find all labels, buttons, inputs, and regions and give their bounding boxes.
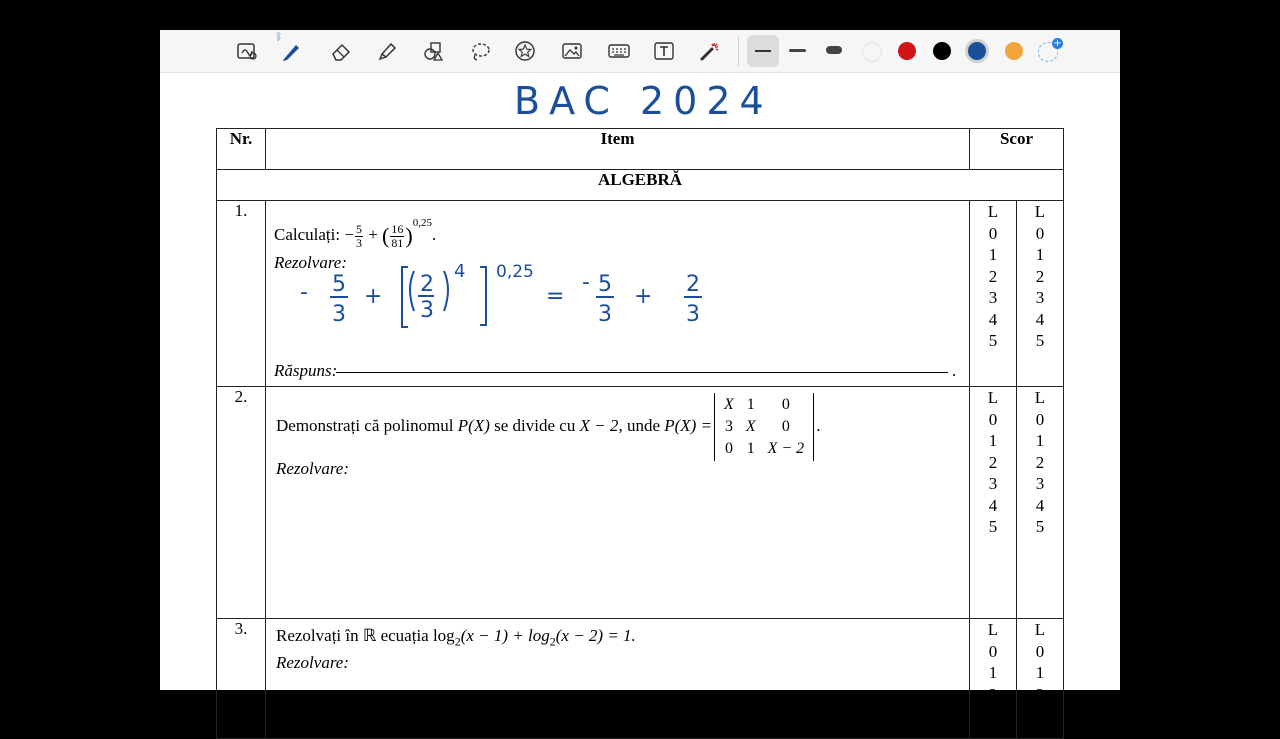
hw-plus-2: + bbox=[634, 284, 653, 309]
answer-line[interactable] bbox=[336, 372, 948, 373]
item-number: 1. bbox=[217, 201, 266, 387]
score-value[interactable]: 4 bbox=[1035, 495, 1045, 515]
matrix-cell: 1 bbox=[746, 440, 755, 457]
matrix-cell: 0 bbox=[724, 440, 733, 457]
right-paren: ) bbox=[405, 223, 413, 249]
handwritten-title-text: BAC 2024 bbox=[514, 79, 773, 123]
score-column-2 bbox=[1017, 201, 1064, 387]
rezolvare-label: Rezolvare: bbox=[276, 459, 350, 478]
frac-den: 81 bbox=[391, 235, 404, 250]
rezolvare-label: Rezolvare: bbox=[274, 253, 348, 272]
plus-icon: + bbox=[1053, 38, 1062, 49]
math-arg-2: (x − 2) = 1. bbox=[555, 626, 636, 645]
handwritten-title bbox=[510, 74, 780, 124]
hw-den: 3 bbox=[332, 302, 346, 327]
score-value[interactable]: 3 bbox=[1035, 288, 1045, 307]
score-value[interactable]: 1 bbox=[1035, 431, 1045, 450]
hw-minus-2: - bbox=[582, 270, 590, 295]
score-value[interactable]: L bbox=[1034, 388, 1046, 407]
score-value[interactable]: L bbox=[987, 388, 999, 407]
lasso-select-icon[interactable] bbox=[467, 38, 493, 64]
score-value[interactable]: L bbox=[987, 620, 999, 639]
matrix-cell: X bbox=[745, 418, 756, 435]
color-black-swatch[interactable] bbox=[933, 42, 951, 60]
task-text bbox=[276, 626, 636, 649]
exam-table bbox=[216, 128, 1064, 739]
task-end: . bbox=[431, 225, 437, 244]
matrix-cell: 0 bbox=[781, 418, 790, 435]
matrix-cell: 3 bbox=[724, 418, 733, 435]
task-prefix: Rezolvați în ℝ ecuația log bbox=[276, 626, 455, 645]
hw-num: 5 bbox=[332, 272, 346, 297]
eraser-icon[interactable] bbox=[328, 38, 354, 64]
score-value[interactable]: 0 bbox=[988, 409, 998, 429]
notes-page bbox=[160, 30, 1120, 704]
hw-num-3: 2 bbox=[686, 272, 700, 297]
hw-inner-den: 3 bbox=[420, 298, 434, 323]
score-value[interactable]: 3 bbox=[1035, 474, 1045, 493]
hw-outer-power: 0,25 bbox=[496, 262, 534, 282]
table-row-item-2 bbox=[217, 387, 1064, 619]
matrix-cell: 0 bbox=[781, 396, 790, 413]
highlighter-icon[interactable] bbox=[374, 38, 400, 64]
score-value[interactable]: 5 bbox=[1035, 517, 1045, 536]
score-column-2 bbox=[1017, 387, 1064, 619]
item-cell bbox=[266, 619, 970, 739]
score-value[interactable]: 4 bbox=[988, 309, 998, 329]
score-value[interactable]: L bbox=[987, 202, 999, 221]
score-value[interactable]: 2 bbox=[988, 266, 998, 286]
score-value[interactable]: 3 bbox=[988, 474, 998, 493]
item-cell bbox=[266, 201, 970, 387]
fraction bbox=[390, 223, 404, 250]
score-value[interactable]: 4 bbox=[988, 495, 998, 515]
bluetooth-icon: ᛒ bbox=[276, 32, 282, 43]
score-value[interactable]: 0 bbox=[1035, 223, 1045, 243]
stroke-thin-button[interactable] bbox=[747, 35, 779, 67]
annotation-toolbar bbox=[160, 30, 1120, 73]
fraction bbox=[355, 223, 363, 250]
section-title: ALGEBRĂ bbox=[217, 170, 1064, 201]
task-text bbox=[276, 393, 820, 461]
stroke-medium-button[interactable] bbox=[789, 49, 806, 52]
header-item: Item bbox=[266, 129, 970, 170]
sticker-icon[interactable] bbox=[512, 38, 538, 64]
table-row-item-1 bbox=[217, 201, 1064, 387]
score-value[interactable]: 1 bbox=[988, 663, 998, 682]
score-value[interactable]: 0 bbox=[1035, 409, 1045, 429]
matrix-cell: X bbox=[724, 396, 734, 413]
task-end: . bbox=[816, 415, 821, 435]
task-unde: , unde bbox=[618, 415, 665, 435]
task-mid: se divide cu bbox=[489, 415, 580, 435]
item-cell bbox=[266, 387, 970, 619]
pen-icon[interactable] bbox=[276, 32, 304, 64]
score-value[interactable]: 2 bbox=[1035, 452, 1045, 472]
color-blue-swatch-selected[interactable] bbox=[968, 42, 986, 60]
score-value[interactable]: L bbox=[1034, 202, 1046, 221]
score-value[interactable]: 4 bbox=[1035, 309, 1045, 329]
score-value[interactable]: 2 bbox=[988, 684, 998, 704]
task-prefix: Calculați: − bbox=[274, 225, 354, 244]
matrix-cell: X − 2 bbox=[767, 440, 805, 457]
hw-inner-power: 4 bbox=[454, 261, 466, 282]
toolbar-divider bbox=[738, 36, 739, 66]
raspuns-label: Răspuns: bbox=[274, 361, 338, 380]
score-value[interactable]: 5 bbox=[1035, 331, 1045, 350]
hw-minus: - bbox=[300, 280, 308, 305]
math-arg-1: (x − 1) + log bbox=[460, 626, 550, 645]
frac-num: 5 bbox=[355, 221, 362, 236]
image-icon[interactable] bbox=[559, 38, 585, 64]
score-value[interactable]: 5 bbox=[988, 331, 998, 350]
score-value[interactable]: 0 bbox=[988, 223, 998, 243]
score-value[interactable]: 2 bbox=[988, 452, 998, 472]
score-value[interactable]: 5 bbox=[988, 517, 998, 536]
score-column-1 bbox=[970, 387, 1017, 619]
table-row-item-3 bbox=[217, 619, 1064, 739]
score-value[interactable]: 0 bbox=[988, 641, 998, 661]
hw-den-3: 3 bbox=[686, 302, 700, 327]
score-value[interactable]: 0 bbox=[1035, 641, 1045, 661]
math-p-equals: P(X) = bbox=[664, 415, 713, 435]
hw-num-2: 5 bbox=[598, 272, 612, 297]
header-nr: Nr. bbox=[217, 129, 266, 170]
determinant bbox=[714, 393, 814, 461]
laser-pointer-icon[interactable] bbox=[697, 38, 723, 64]
score-value[interactable]: 3 bbox=[988, 288, 998, 307]
keyboard-icon[interactable] bbox=[606, 38, 632, 64]
score-value[interactable]: 1 bbox=[988, 245, 998, 264]
hw-inner-num: 2 bbox=[420, 272, 434, 297]
item-number: 2. bbox=[217, 387, 266, 619]
table-header-row bbox=[217, 129, 1064, 170]
frac-den: 3 bbox=[355, 235, 362, 250]
task-text bbox=[274, 217, 436, 250]
color-red-swatch[interactable] bbox=[898, 42, 916, 60]
log-base: 2 bbox=[454, 634, 461, 649]
hw-plus: + bbox=[364, 284, 383, 309]
color-orange-swatch[interactable] bbox=[1005, 42, 1023, 60]
shapes-icon[interactable] bbox=[420, 38, 446, 64]
log-base: 2 bbox=[549, 634, 556, 649]
matrix-cell: 1 bbox=[746, 396, 755, 413]
score-value[interactable]: 2 bbox=[1035, 266, 1045, 286]
math-x-minus-2: X − 2 bbox=[579, 415, 619, 435]
left-paren: ( bbox=[382, 223, 390, 249]
answer-end: . bbox=[952, 361, 957, 380]
handwritten-solution bbox=[296, 259, 736, 329]
lasso-tool-icon[interactable] bbox=[234, 38, 260, 64]
exponent: 0,25 bbox=[412, 217, 432, 229]
score-value[interactable]: 1 bbox=[988, 431, 998, 450]
plus-sign: + bbox=[363, 225, 383, 244]
hw-equals: = bbox=[546, 284, 565, 309]
item-number: 3. bbox=[217, 619, 266, 739]
score-value[interactable]: 1 bbox=[1035, 663, 1045, 682]
text-box-icon[interactable] bbox=[651, 38, 677, 64]
math-p: P(X) bbox=[457, 415, 490, 435]
score-column-1 bbox=[970, 619, 1017, 739]
hw-den-2: 3 bbox=[598, 302, 612, 327]
header-score: Scor bbox=[970, 129, 1064, 170]
add-color-button[interactable] bbox=[1038, 38, 1062, 62]
rezolvare-label: Rezolvare: bbox=[276, 653, 350, 672]
section-row bbox=[217, 170, 1064, 201]
score-value[interactable]: L bbox=[1034, 620, 1046, 639]
color-white-swatch[interactable] bbox=[862, 42, 882, 62]
score-column-1 bbox=[970, 201, 1017, 387]
score-column-2 bbox=[1017, 619, 1064, 739]
frac-num: 16 bbox=[391, 221, 404, 236]
stroke-thick-button[interactable] bbox=[826, 46, 842, 54]
task-prefix: Demonstrați că polinomul bbox=[276, 415, 458, 435]
score-value[interactable]: 1 bbox=[1035, 245, 1045, 264]
score-value[interactable]: 2 bbox=[1035, 684, 1045, 704]
